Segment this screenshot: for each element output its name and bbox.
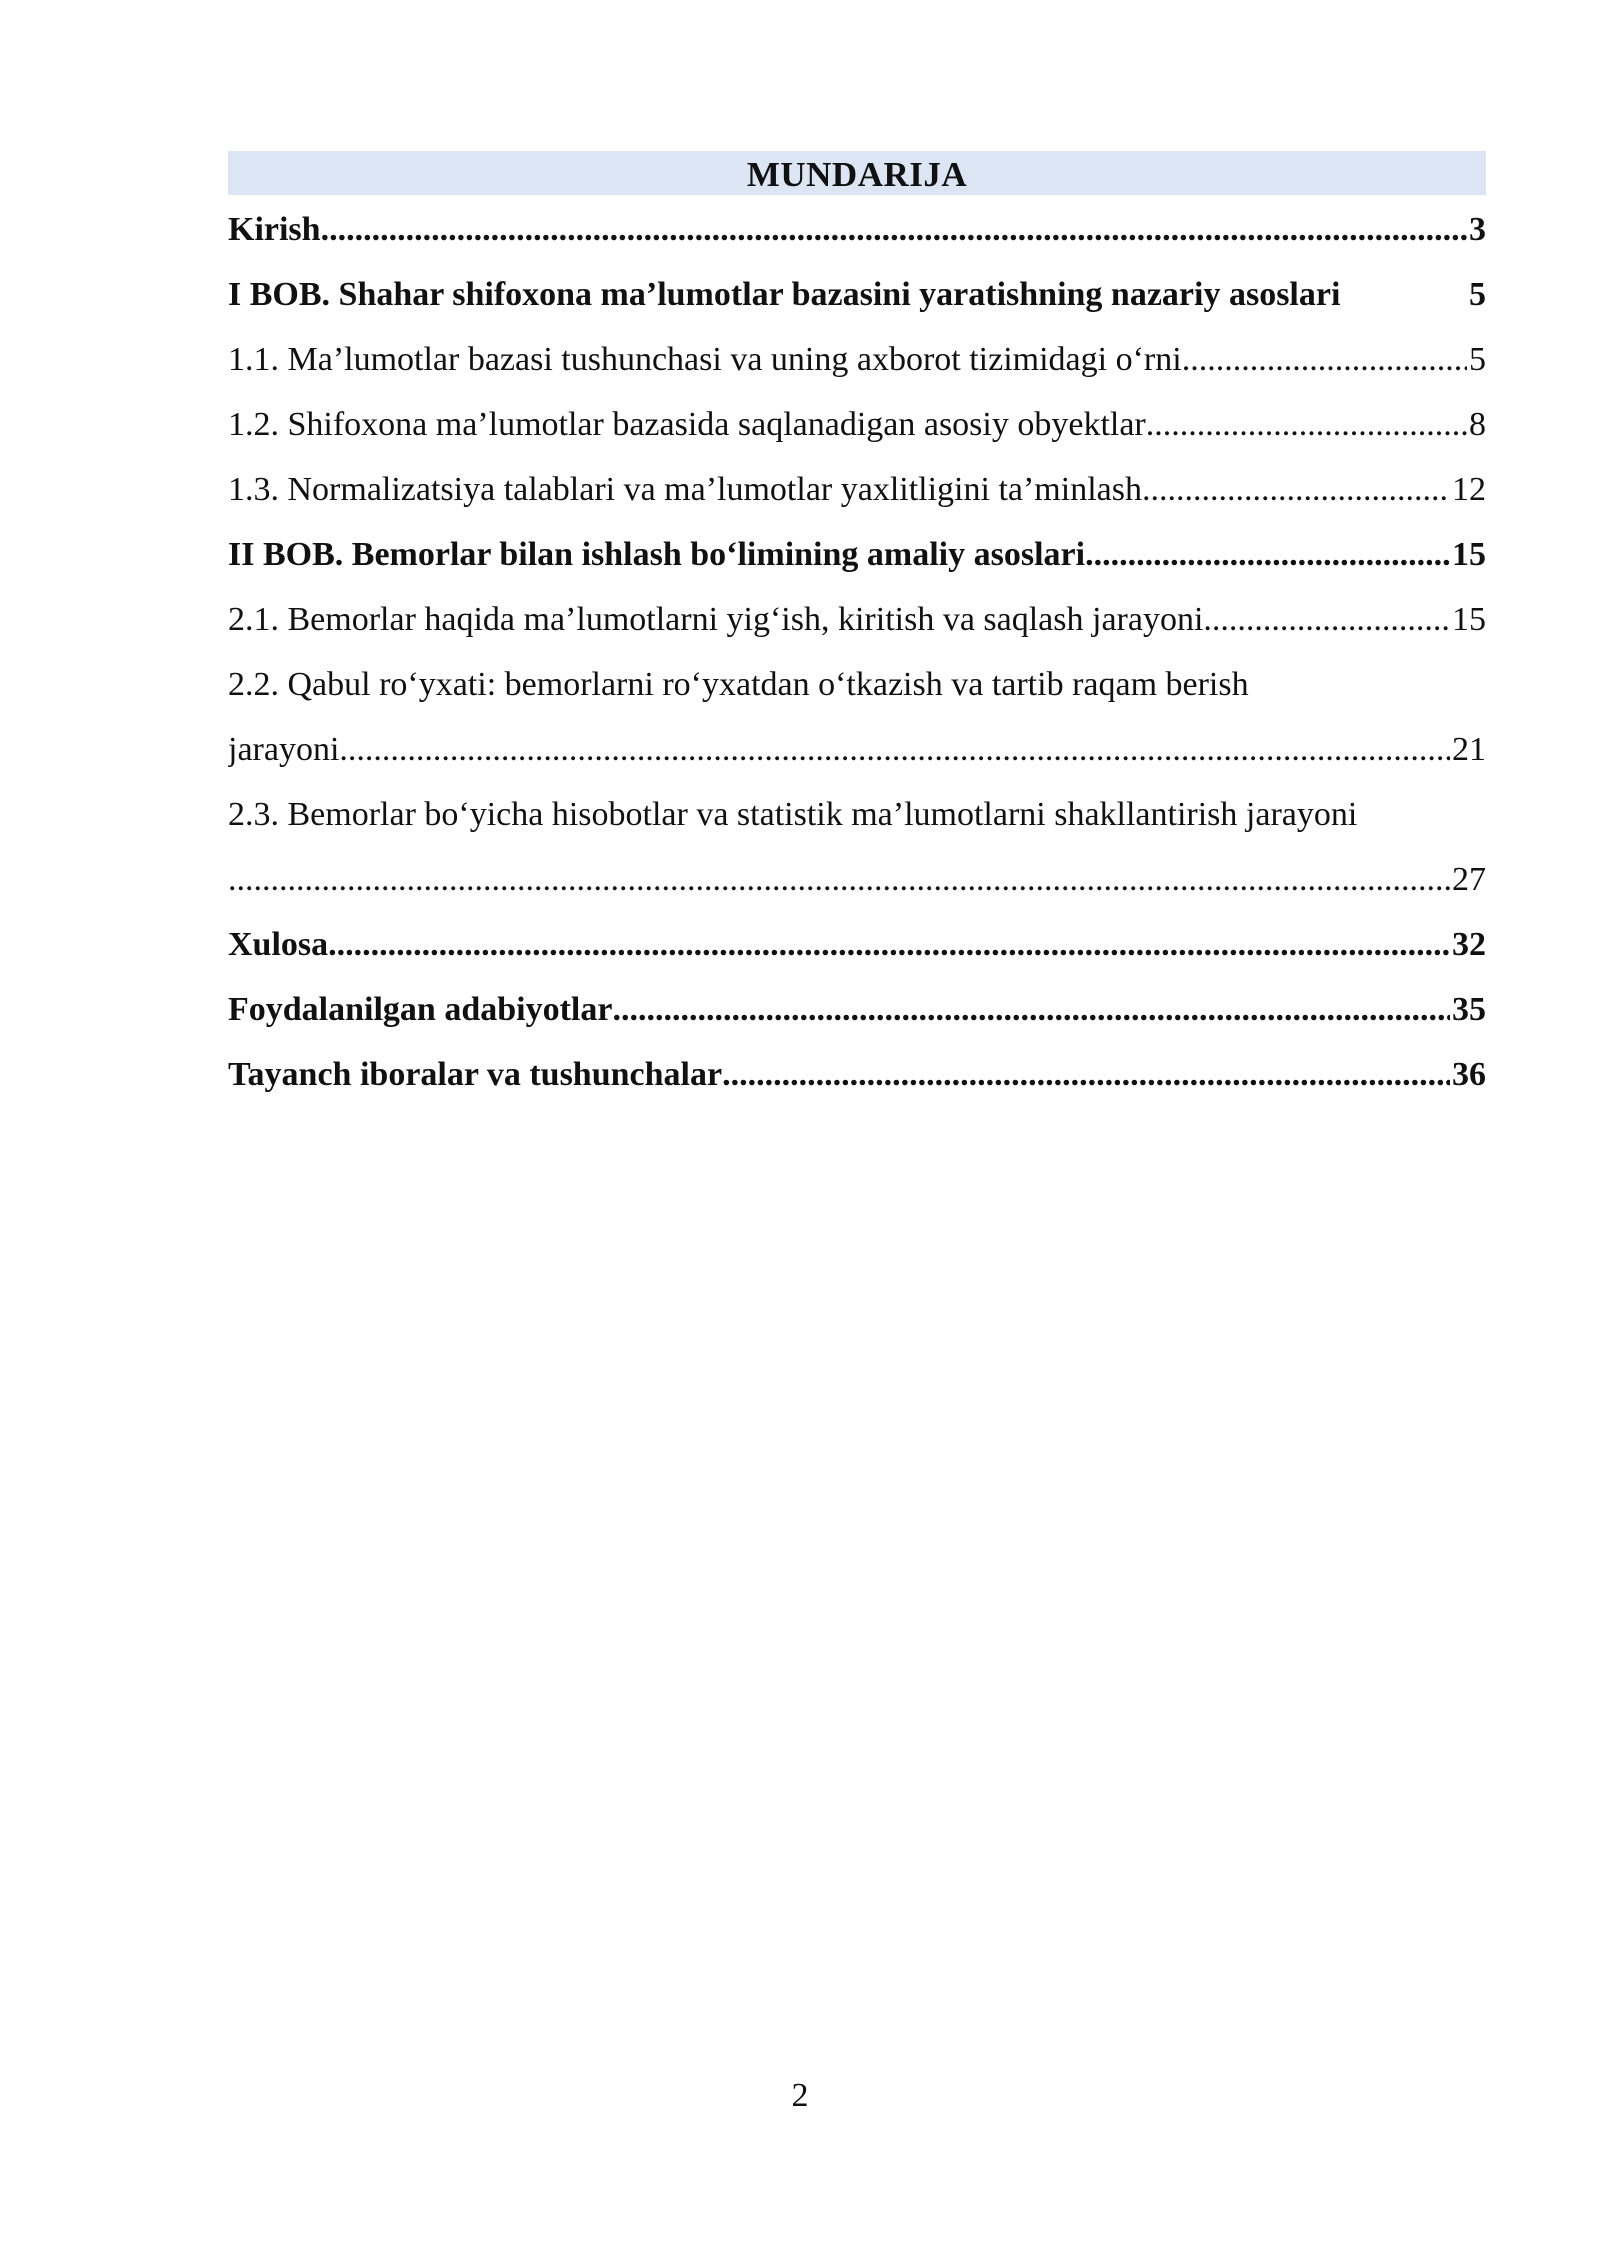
toc-entry-kirish[interactable] bbox=[228, 197, 1486, 262]
toc-entry-label: II BOB. Bemorlar bilan ishlash bo‘limining amaliy asoslari bbox=[228, 536, 1086, 573]
toc-entry-section-2-3[interactable] bbox=[228, 782, 1486, 912]
toc-entry-page: 36 bbox=[1452, 1056, 1486, 1093]
toc-entry-page: 32 bbox=[1452, 926, 1486, 963]
toc-entry-label-line2: jarayoni bbox=[228, 731, 340, 768]
toc-entry-page: 15 bbox=[1452, 601, 1486, 638]
toc-entry-chapter-1[interactable] bbox=[228, 262, 1486, 327]
toc-leader-dots bbox=[1085, 522, 1450, 587]
toc-entry-section-2-2[interactable] bbox=[228, 652, 1486, 782]
toc-entry-page: 35 bbox=[1452, 991, 1486, 1028]
toc-entry-tayanch-iboralar[interactable] bbox=[228, 1042, 1486, 1107]
toc-title: MUNDARIJA bbox=[228, 151, 1486, 195]
toc-leader-dots bbox=[228, 847, 1450, 912]
toc-entry-label: I BOB. Shahar shifoxona ma’lumotlar bazasini yaratishning nazariy asoslari bbox=[228, 276, 1341, 313]
toc-leader-dots bbox=[612, 977, 1450, 1042]
toc-entry-page: 5 bbox=[1469, 276, 1486, 313]
toc-entry-page: 8 bbox=[1469, 406, 1486, 443]
toc-leader-dots bbox=[321, 197, 1467, 262]
toc-leader-dots bbox=[1203, 587, 1450, 652]
toc-entry-section-1-3[interactable] bbox=[228, 457, 1486, 522]
toc-entry-label: Kirish bbox=[228, 211, 321, 248]
toc-entry-label-line1: 2.2. Qabul ro‘yxati: bemorlarni ro‘yxatdan o‘tkazish va tartib raqam berish bbox=[228, 666, 1249, 703]
toc-entry-section-1-2[interactable] bbox=[228, 392, 1486, 457]
toc-entry-label: Xulosa bbox=[228, 926, 329, 963]
toc-entry-page: 21 bbox=[1452, 731, 1486, 768]
toc-entry-section-1-1[interactable] bbox=[228, 327, 1486, 392]
toc-entry-page: 3 bbox=[1469, 211, 1486, 248]
toc-entry-page: 5 bbox=[1469, 341, 1486, 378]
toc-leader-dots bbox=[328, 912, 1450, 977]
toc-leader-dots bbox=[1146, 392, 1467, 457]
page-number: 2 bbox=[791, 2077, 809, 2114]
toc-list bbox=[228, 197, 1486, 1107]
toc-entry-section-2-1[interactable] bbox=[228, 587, 1486, 652]
toc-entry-adabiyotlar[interactable] bbox=[228, 977, 1486, 1042]
toc-leader-dots bbox=[722, 1042, 1450, 1107]
toc-entry-label: 2.1. Bemorlar haqida ma’lumotlarni yig‘ish, kiritish va saqlash jarayoni bbox=[228, 601, 1204, 638]
toc-leader-dots bbox=[1142, 457, 1450, 522]
toc-entry-label: 1.3. Normalizatsiya talablari va ma’lumotlar yaxlitligini ta’minlash bbox=[228, 471, 1142, 508]
toc-entry-label: Foydalanilgan adabiyotlar bbox=[228, 991, 613, 1028]
toc-entry-label: 1.1. Ma’lumotlar bazasi tushunchasi va uning axborot tizimidagi o‘rni bbox=[228, 341, 1182, 378]
toc-entry-page: 12 bbox=[1452, 471, 1486, 508]
toc-leader-dots bbox=[339, 717, 1450, 782]
toc-entry-xulosa[interactable] bbox=[228, 912, 1486, 977]
toc-leader-dots bbox=[1182, 327, 1467, 392]
toc-entry-page: 15 bbox=[1452, 536, 1486, 573]
toc-entry-page: 27 bbox=[1452, 861, 1486, 898]
toc-entry-chapter-2[interactable] bbox=[228, 522, 1486, 587]
toc-entry-label: Tayanch iboralar va tushunchalar bbox=[228, 1056, 723, 1093]
toc-entry-label-line1: 2.3. Bemorlar bo‘yicha hisobotlar va statistik ma’lumotlarni shakllantirish jarayoni bbox=[228, 796, 1358, 833]
toc-entry-label: 1.2. Shifoxona ma’lumotlar bazasida saqlanadigan asosiy obyektlar bbox=[228, 406, 1146, 443]
table-of-contents bbox=[228, 151, 1486, 1107]
